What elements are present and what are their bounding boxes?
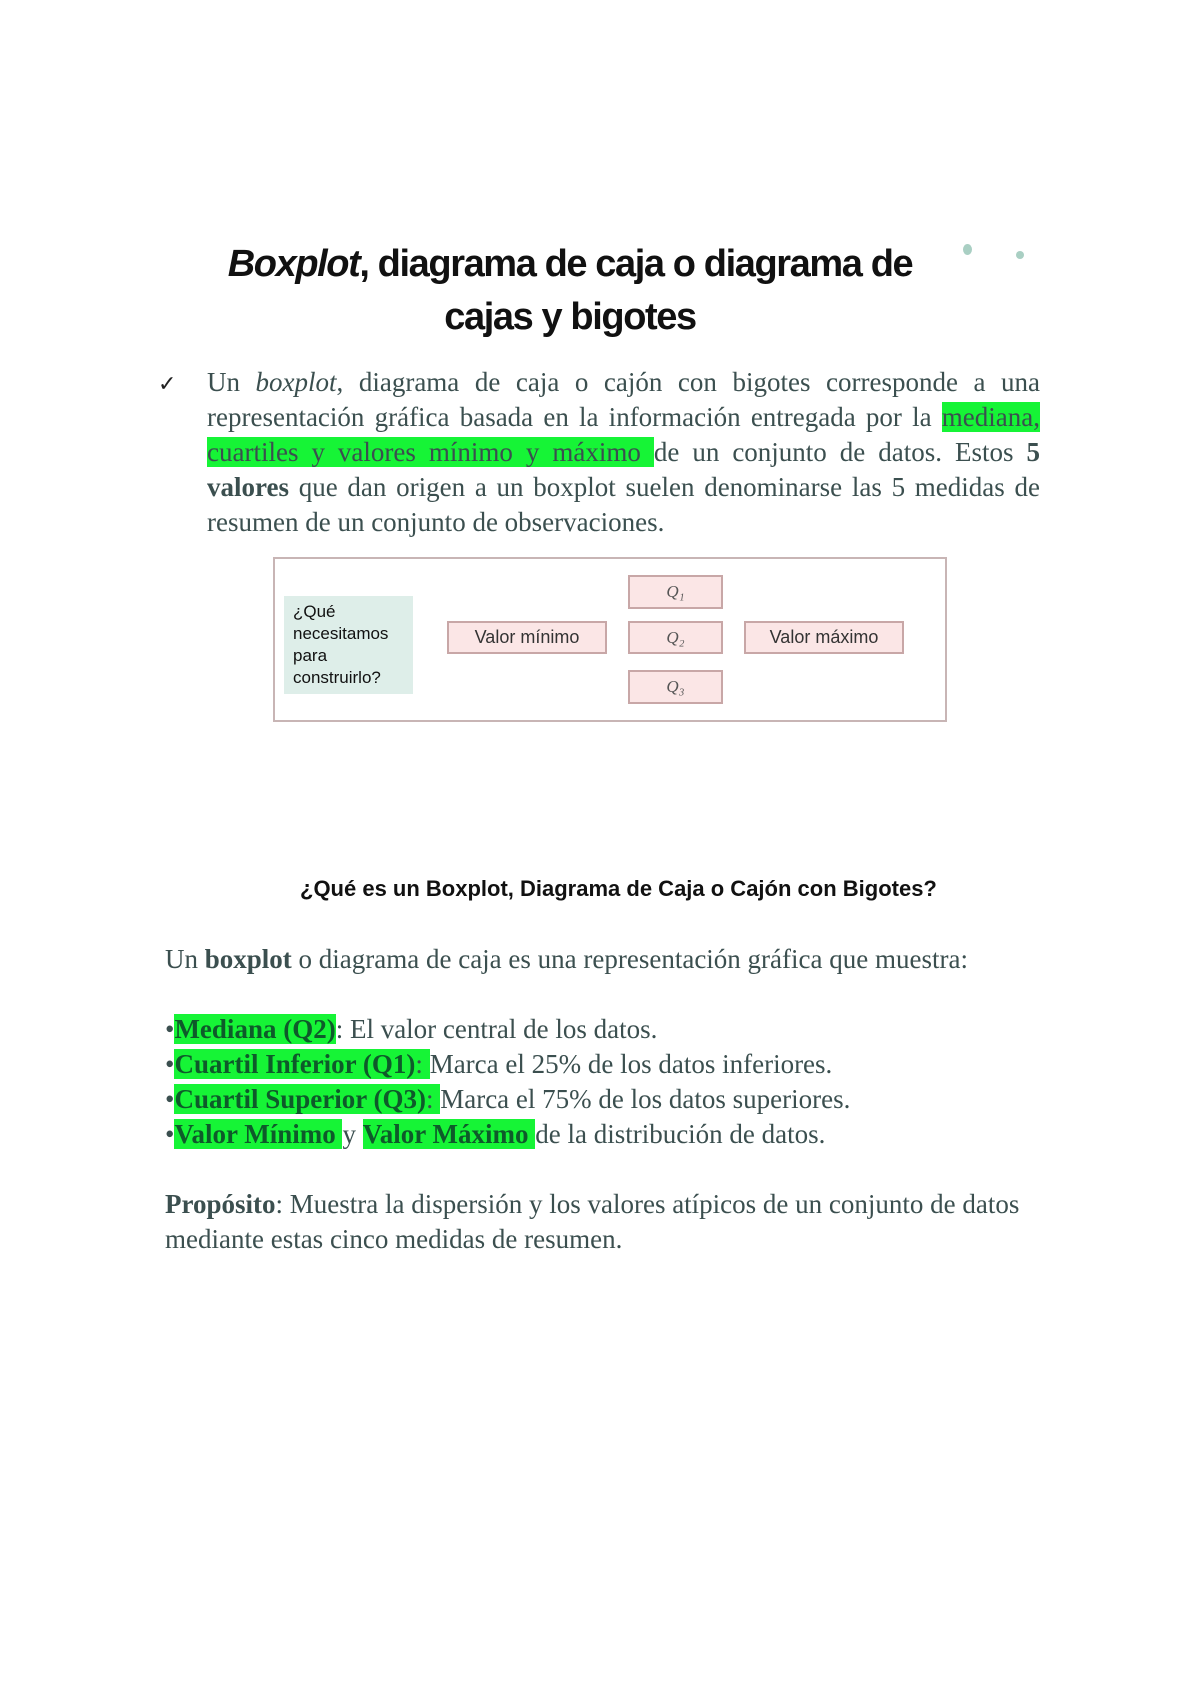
item-text: Marca el 75% de los datos superiores.	[440, 1084, 851, 1114]
section-intro-text: o diagrama de caja es una representación gráfica que muestra:	[291, 944, 968, 974]
colon-highlight: :	[415, 1049, 430, 1079]
item-text: Marca el 25% de los datos inferiores.	[429, 1049, 833, 1079]
item-text: y	[342, 1119, 363, 1149]
title-line2: cajas y bigotes	[444, 296, 696, 338]
title-italic: Boxplot	[227, 243, 360, 285]
intro-text: , diagrama de caja o cajón con bigotes corresponde a una representación gráfica basada en la información entregada por la	[207, 367, 1040, 432]
box-min: Valor mínimo	[447, 621, 607, 654]
item-text: de la distribución de datos.	[535, 1119, 826, 1149]
term-highlight: Cuartil Superior (Q3)	[174, 1084, 426, 1114]
intro-bold: 5 valores	[207, 437, 1040, 502]
section-heading: ¿Qué es un Boxplot, Diagrama de Caja o Cajón con Bigotes?	[300, 876, 937, 901]
diagram-question: ¿Qué necesitamos para construirlo?	[284, 596, 413, 694]
box-q1: Q₁	[628, 575, 723, 609]
title-rest: , diagrama de caja o diagrama de	[359, 243, 913, 285]
decorative-dot	[963, 244, 972, 255]
decorative-dot	[1016, 251, 1024, 259]
purpose-text: : Muestra la dispersión y los valores atípicos de un conjunto de datos mediante estas cinco medidas de resumen.	[165, 1189, 1020, 1254]
term-highlight: Valor Mínimo	[174, 1119, 343, 1149]
bullet-icon: •	[165, 1119, 175, 1149]
box-max: Valor máximo	[744, 621, 904, 654]
section-intro-text: Un	[165, 944, 205, 974]
colon-highlight: :	[425, 1084, 441, 1114]
check-icon: ✓	[158, 372, 177, 397]
list-item	[165, 1082, 1045, 1117]
bullet-list	[165, 1012, 1045, 1152]
bullet-icon: •	[165, 1014, 175, 1044]
purpose-label: Propósito	[165, 1189, 276, 1219]
term-highlight: Cuartil Inferior (Q1)	[174, 1049, 416, 1079]
section-intro	[165, 942, 1045, 977]
item-text: : El valor central de los datos.	[335, 1014, 658, 1044]
term-highlight: Mediana (Q2)	[174, 1014, 336, 1044]
intro-text: de un conjunto de datos. Estos	[653, 437, 1027, 467]
section-intro-bold: boxplot	[204, 944, 292, 974]
intro-highlight: mediana, cuartiles y valores mínimo y máximo	[207, 402, 1040, 467]
box-q3: Q₃	[628, 670, 723, 704]
bullet-icon: •	[165, 1084, 175, 1114]
bullet-icon: •	[165, 1049, 175, 1079]
intro-text: que dan origen a un boxplot suelen denominarse las 5 medidas de resumen de un conjunto de observaciones.	[207, 472, 1040, 537]
intro-text: Un	[207, 367, 256, 397]
intro-paragraph	[207, 365, 1040, 540]
list-item	[165, 1117, 1045, 1152]
intro-italic: boxplot	[255, 367, 337, 397]
list-item	[165, 1047, 1045, 1082]
page-title	[180, 238, 960, 344]
box-q2: Q₂	[628, 621, 723, 654]
purpose-paragraph	[165, 1187, 1040, 1257]
list-item	[165, 1012, 1045, 1047]
term-highlight: Valor Máximo	[362, 1119, 536, 1149]
